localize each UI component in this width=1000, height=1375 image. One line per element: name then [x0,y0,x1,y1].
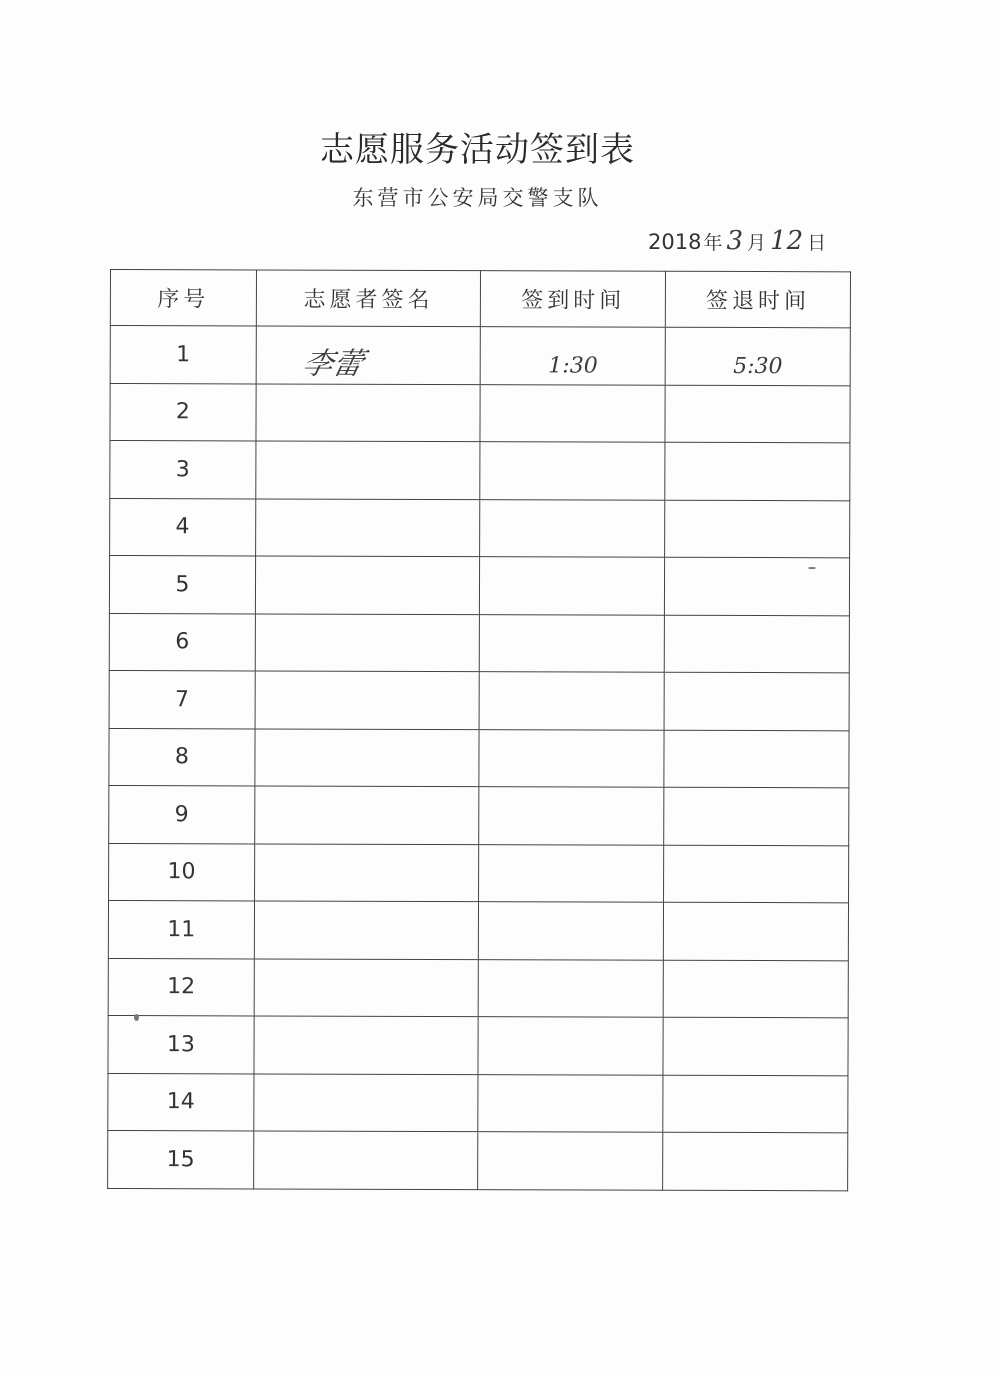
volunteer-signature-cell [256,383,481,441]
serial-number-cell [108,900,254,958]
volunteer-signature-cell [253,1131,478,1189]
volunteer-signature-cell [254,958,479,1016]
table-row [109,613,849,673]
sign-in-time-cell [479,959,664,1017]
header-sign-out-time: 签退时间 [666,271,851,328]
serial-number-cell-text: 5 [175,571,190,598]
sign-out-time-cell [664,615,849,673]
scan-speck [808,567,816,569]
serial-number-cell-text: 12 [167,974,196,1000]
volunteer-signature-cell [256,441,481,499]
sign-in-time-cell [480,499,665,557]
serial-number-cell-text: 4 [175,514,190,540]
sign-in-time-cell [480,672,665,730]
table-row [109,670,849,730]
scan-speck [134,1014,139,1021]
serial-number-cell [108,1130,254,1188]
sign-in-time-cell [479,729,664,787]
header-serial-number: 序号 [110,270,256,326]
table-row [108,1073,848,1133]
sign-in-time-cell [478,1132,663,1190]
serial-number-cell-text: 13 [166,1031,195,1058]
volunteer-signature-cell [255,671,480,729]
table-row [108,958,848,1018]
serial-number-cell [110,441,256,499]
table-row [110,441,850,501]
table-row [109,728,849,788]
date-month-unit: 月 [747,232,767,254]
serial-number-cell [109,785,255,843]
volunteer-signature-cell [255,728,480,786]
serial-number-cell-text: 8 [174,744,189,770]
sign-in-time-cell [481,327,666,385]
serial-number-cell-text: 14 [166,1089,195,1115]
sign-out-time-cell [664,730,849,788]
serial-number-cell-text: 3 [175,456,190,483]
serial-number-cell [108,958,254,1016]
organization-name: 东营市公安局交警支队 [352,186,603,210]
serial-number-cell-text: 6 [175,629,190,655]
sign-out-time-cell [665,500,850,558]
sign-out-time-cell [665,385,850,443]
sign-out-time-cell [665,327,850,385]
sign-out-time-cell [665,442,850,500]
sheet-date [648,226,828,256]
date-year-unit: 年 [703,232,723,254]
serial-number-cell-text: 2 [175,399,190,425]
table-row [108,1130,848,1190]
serial-number-cell [110,383,256,441]
table-row [109,843,849,903]
serial-number-cell [109,613,255,671]
sign-out-time-cell [663,1132,848,1190]
table-row [110,326,850,386]
sign-in-time-cell [480,384,665,442]
sign-out-time-cell [663,1017,848,1075]
sign-in-time-cell [480,614,665,672]
serial-number-cell [108,1015,254,1073]
volunteer-signature-cell-text: 李蕾 [298,346,367,383]
sign-in-time-cell [479,787,664,845]
volunteer-signature-cell [255,556,480,614]
date-day: 12 [770,226,804,256]
sign-out-time-cell [664,845,849,903]
header-volunteer-signature: 志愿者签名 [256,270,481,327]
volunteer-signature-cell [254,1073,479,1131]
table-header-row [110,270,850,328]
serial-number-cell-text: 9 [174,801,189,827]
table-row [110,498,850,558]
sign-in-time-cell [479,844,664,902]
sign-out-time-cell [664,787,849,845]
serial-number-cell [109,670,255,728]
table-row [109,785,849,845]
serial-number-cell-text: 7 [174,686,190,713]
date-year: 2018 [648,230,702,254]
serial-number-cell [110,498,256,556]
volunteer-signature-cell [254,901,479,959]
date-day-unit: 日 [807,232,827,254]
table-row [109,556,849,616]
sign-in-table [107,269,851,1191]
serial-number-cell [110,326,256,384]
serial-number-cell-text: 10 [167,859,196,885]
sign-out-time-cell [663,960,848,1018]
serial-number-cell [109,728,255,786]
volunteer-signature-cell [255,498,480,556]
serial-number-cell [109,556,255,614]
volunteer-signature-cell [254,1016,479,1074]
serial-number-cell [109,843,255,901]
date-month: 3 [726,226,744,256]
sign-out-time-cell-text: 5:30 [733,353,783,379]
sign-out-time-cell [663,1075,848,1133]
sign-in-time-cell [478,1017,663,1075]
volunteer-signature-cell [255,613,480,671]
sign-out-time-cell [664,672,849,730]
header-sign-in-time: 签到时间 [481,271,666,328]
volunteer-signature-cell [254,843,479,901]
serial-number-cell-text: 1 [176,341,191,368]
serial-number-cell-text: 15 [166,1146,195,1173]
serial-number-cell [108,1073,254,1131]
table-row [108,1015,848,1075]
sign-in-time-cell [478,1074,663,1132]
sign-in-time-cell-text: 1:30 [548,353,598,379]
serial-number-cell-text: 11 [167,916,196,943]
sign-out-time-cell [664,902,849,960]
table-row [110,383,850,443]
sign-out-time-cell [665,557,850,615]
volunteer-signature-cell [256,326,481,384]
table-row [108,900,848,960]
volunteer-signature-cell [254,786,479,844]
sign-in-time-cell [479,902,664,960]
sign-in-time-cell [480,557,665,615]
sign-in-time-cell [480,442,665,500]
document-title: 志愿服务活动签到表 [320,130,635,170]
